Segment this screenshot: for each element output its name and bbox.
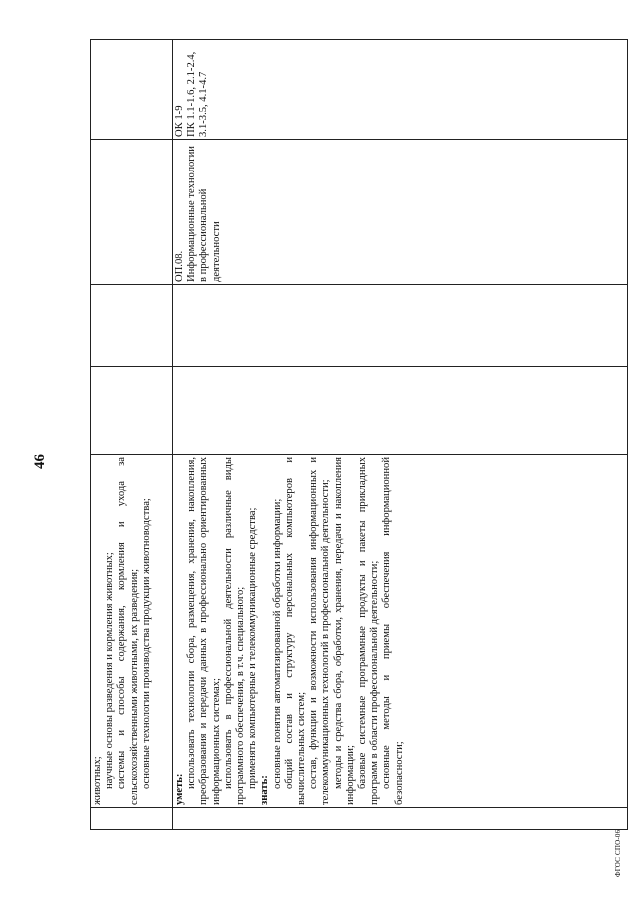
skills-line: системы и способы содержания, кормления и ухода за сельскохозяйственными животными, их разведения; (116, 457, 140, 805)
umet-item: использовать в профессиональной деятельности различные виды программного обеспечения, в т.ч. специального; (222, 457, 247, 805)
umet-item: применять компьютерные и телекоммуникационные средства; (247, 507, 259, 789)
discipline-cell (173, 140, 628, 285)
discipline-cell (91, 140, 173, 285)
umet-label: уметь: (174, 773, 185, 805)
skills-cell (91, 455, 173, 808)
competency-code: ОК 1-9 (174, 105, 185, 137)
hours-cell (91, 367, 173, 455)
znat-item: основные понятия автоматизированной обработки информации; (271, 498, 283, 789)
discipline-code: ОП.08. (174, 250, 185, 282)
znat-label: знать: (259, 775, 271, 805)
discipline-name: Информационные технологии в профессиональной деятельности (186, 146, 222, 282)
competency-table (90, 39, 628, 830)
znat-item: общий состав и структуру персональных компьютеров и вычислительных систем; (283, 457, 308, 805)
hours-cell-2 (173, 285, 628, 367)
competency-code: ПК 1.1-1.6, 2.1-2.4, 3.1-3.5, 4.1-4.7 (186, 51, 210, 137)
footer-label: ФГОС СПО-06 (614, 829, 622, 877)
page-number: 46 (32, 454, 48, 469)
skills-line: научные основы разведения и кормления животных; (104, 552, 116, 789)
table-row (173, 40, 628, 830)
znat-item: основные методы и приемы обеспечения информационной безопасности; (381, 457, 405, 805)
znat-item: базовые системные программные продукты и пакеты прикладных программ в области профессиональной деятельности; (357, 457, 381, 805)
skills-cell (173, 455, 628, 808)
znat-item: состав, функции и возможности использования информационных и телекоммуникационных технологий в профессиональной деятельности; (308, 457, 332, 805)
hours-cell-2 (91, 285, 173, 367)
index-cell (91, 808, 173, 830)
codes-cell (173, 40, 628, 140)
table-row (91, 40, 173, 830)
codes-cell (91, 40, 173, 140)
skills-line: животных; (92, 756, 103, 805)
znat-item: методы и средства сбора, обработки, хранения, передачи и накопления информации; (332, 457, 356, 805)
umet-item: использовать технологии сбора, размещения, хранения, накопления, преобразования и передачи данных в профессионально ориентированных информационных системах; (186, 457, 222, 805)
index-cell (173, 808, 628, 830)
skills-line: основные технологии производства продукции животноводства; (140, 498, 152, 789)
hours-cell (173, 367, 628, 455)
